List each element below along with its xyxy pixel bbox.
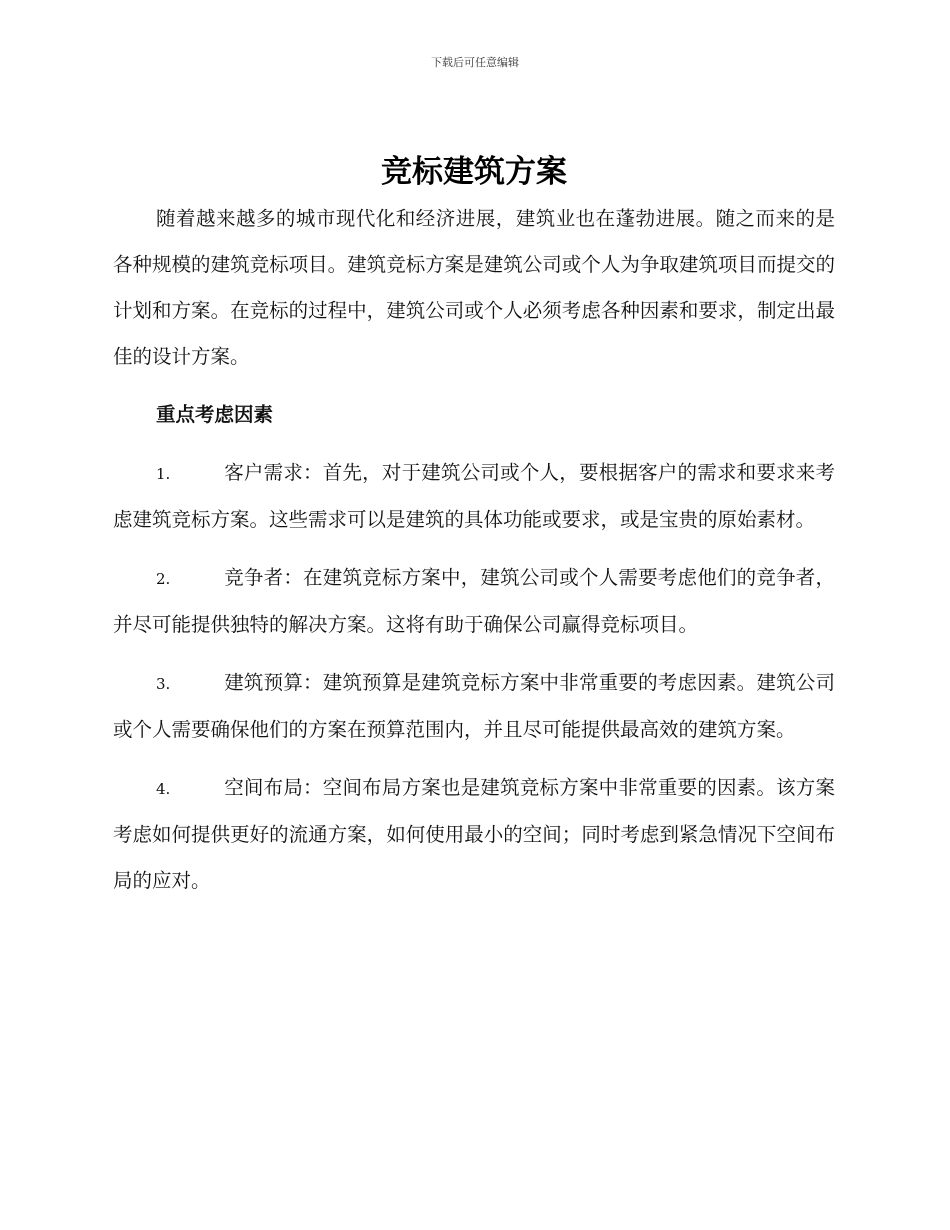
list-item	[113, 660, 835, 753]
list-item	[113, 450, 835, 543]
list-item-text: 建筑预算：建筑预算是建筑竞标方案中非常重要的考虑因素。建筑公司或个人需要确保他们的方案在预算范围内，并且尽可能提供最高效的建筑方案。	[113, 671, 835, 741]
list-item-number: 2.	[156, 570, 171, 588]
list-item-text: 空间布局：空间布局方案也是建筑竞标方案中非常重要的因素。该方案考虑如何提供更好的流通方案，如何使用最小的空间；同时考虑到紧急情况下空间布局的应对。	[113, 776, 835, 892]
list-item	[113, 765, 835, 904]
list-item-text: 竞争者：在建筑竞标方案中，建筑公司或个人需要考虑他们的竞争者，并尽可能提供独特的解决方案。这将有助于确保公司赢得竞标项目。	[113, 566, 835, 636]
section-heading: 重点考虑因素	[156, 403, 274, 426]
list-item	[113, 555, 835, 648]
list-item-text: 客户需求：首先，对于建筑公司或个人，要根据客户的需求和要求来考虑建筑竞标方案。这些需求可以是建筑的具体功能或要求，或是宝贵的原始素材。	[113, 461, 835, 531]
list-item-number: 1.	[156, 465, 171, 483]
factor-list	[113, 450, 835, 904]
list-item-number: 3.	[156, 675, 171, 693]
intro-paragraph: 随着越来越多的城市现代化和经济进展，建筑业也在蓬勃进展。随之而来的是各种规模的建筑竞标项目。建筑竞标方案是建筑公司或个人为争取建筑项目而提交的计划和方案。在竞标的过程中，建筑公司或个人必须考虑各种因素和要求，制定出最佳的设计方案。	[113, 207, 835, 368]
header-note: 下载后可任意编辑	[431, 56, 519, 69]
list-item-number: 4.	[156, 780, 171, 798]
document-body	[113, 148, 835, 916]
document-title: 竞标建筑方案	[381, 154, 567, 190]
